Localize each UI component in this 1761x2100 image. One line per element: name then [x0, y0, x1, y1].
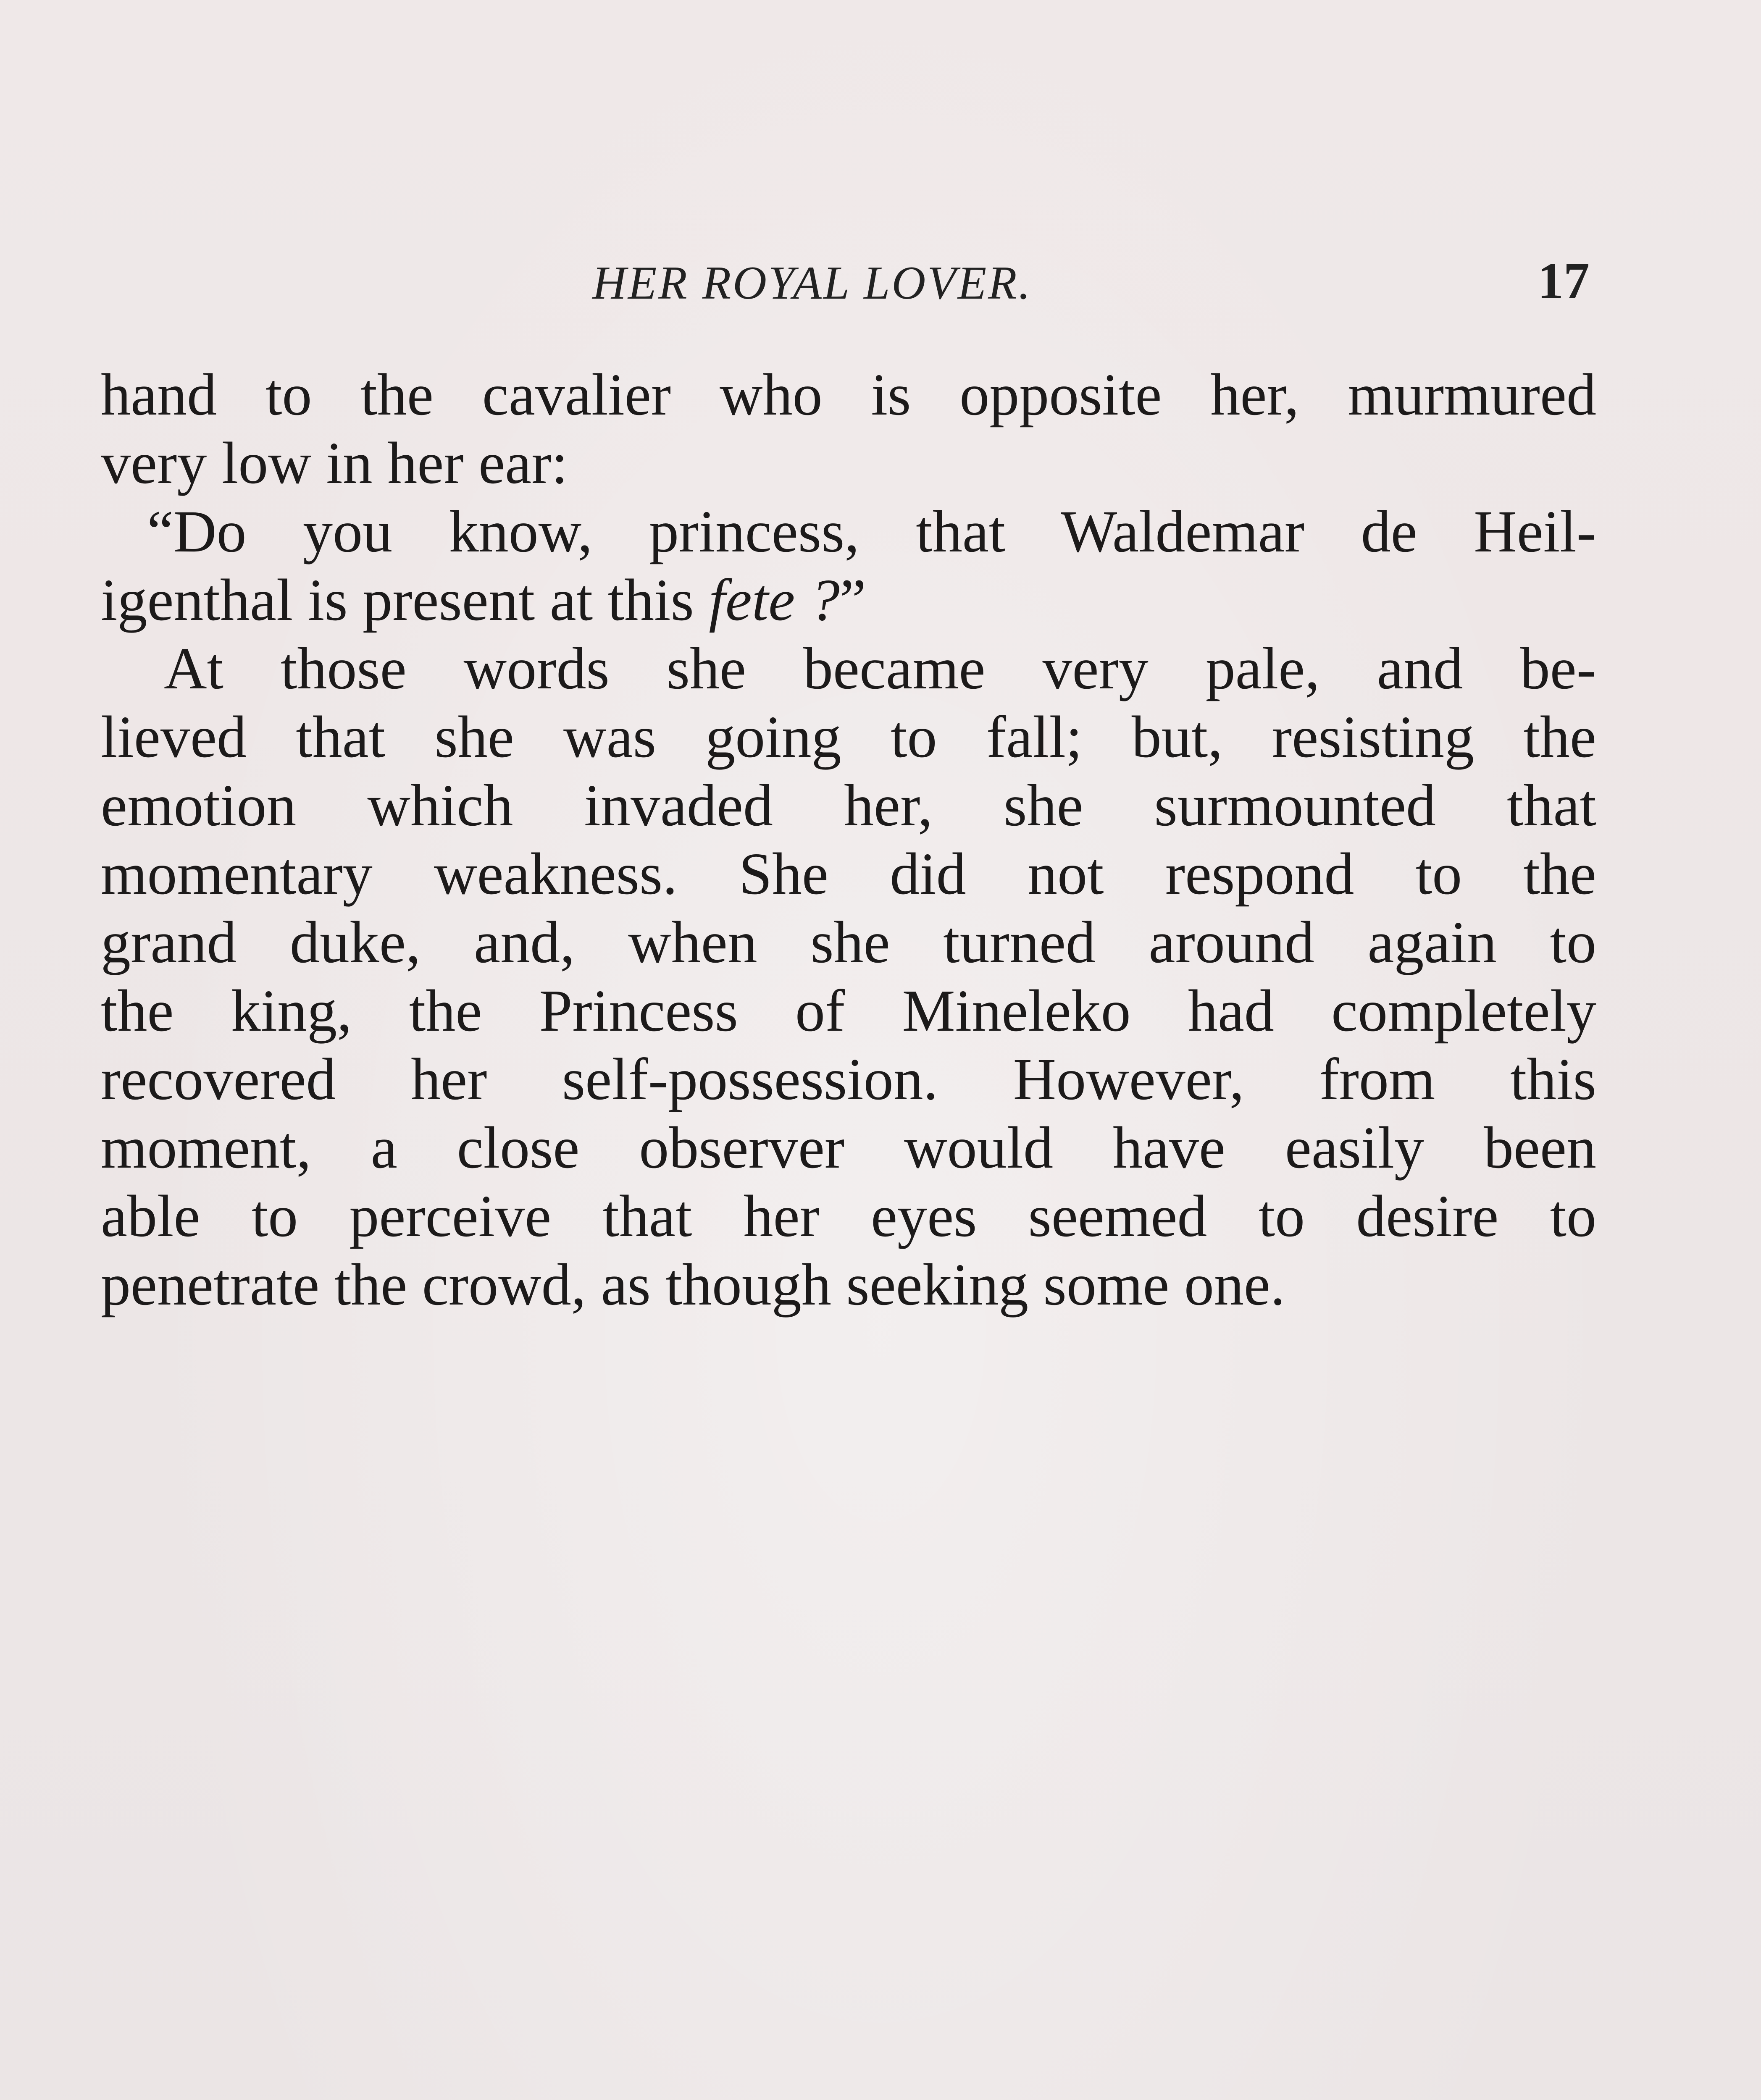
- text-line: lieved that she was going to fall; but, resisting the: [101, 704, 1596, 770]
- text-line: moment, a close observer would have easily been: [101, 1114, 1596, 1181]
- text-line: At those words she became very pale, and be-: [164, 635, 1596, 701]
- italic-word: fete ?: [709, 567, 840, 633]
- text-line: penetrate the crowd, as though seeking some one.: [101, 1251, 1285, 1318]
- page-number: 17: [1538, 252, 1590, 310]
- text-line: “Do you know, princess, that Waldemar de Heil-: [147, 498, 1596, 564]
- text-line: very low in her ear:: [101, 430, 568, 496]
- reverse-side-bleed-through: [101, 1327, 1596, 2100]
- text-line: recovered her self-possession. However, from this: [101, 1046, 1596, 1112]
- page-header: [0, 244, 1761, 328]
- text-line: grand duke, and, when she turned around again to: [101, 909, 1596, 975]
- closing-quote: ”: [839, 567, 866, 633]
- text-line: emotion which invaded her, she surmounted that: [101, 772, 1596, 838]
- text-line: the king, the Princess of Mineleko had completely: [101, 977, 1596, 1044]
- text-line-start: igenthal is present at this: [101, 567, 709, 633]
- text-line: [101, 566, 1596, 634]
- text-line: momentary weakness. She did not respond to the: [101, 840, 1596, 907]
- running-title: HER ROYAL LOVER.: [592, 257, 1032, 309]
- text-line: able to perceive that her eyes seemed to desire to: [101, 1183, 1596, 1249]
- body-text: [101, 360, 1596, 1319]
- text-line: hand to the cavalier who is opposite her, murmured: [101, 361, 1596, 428]
